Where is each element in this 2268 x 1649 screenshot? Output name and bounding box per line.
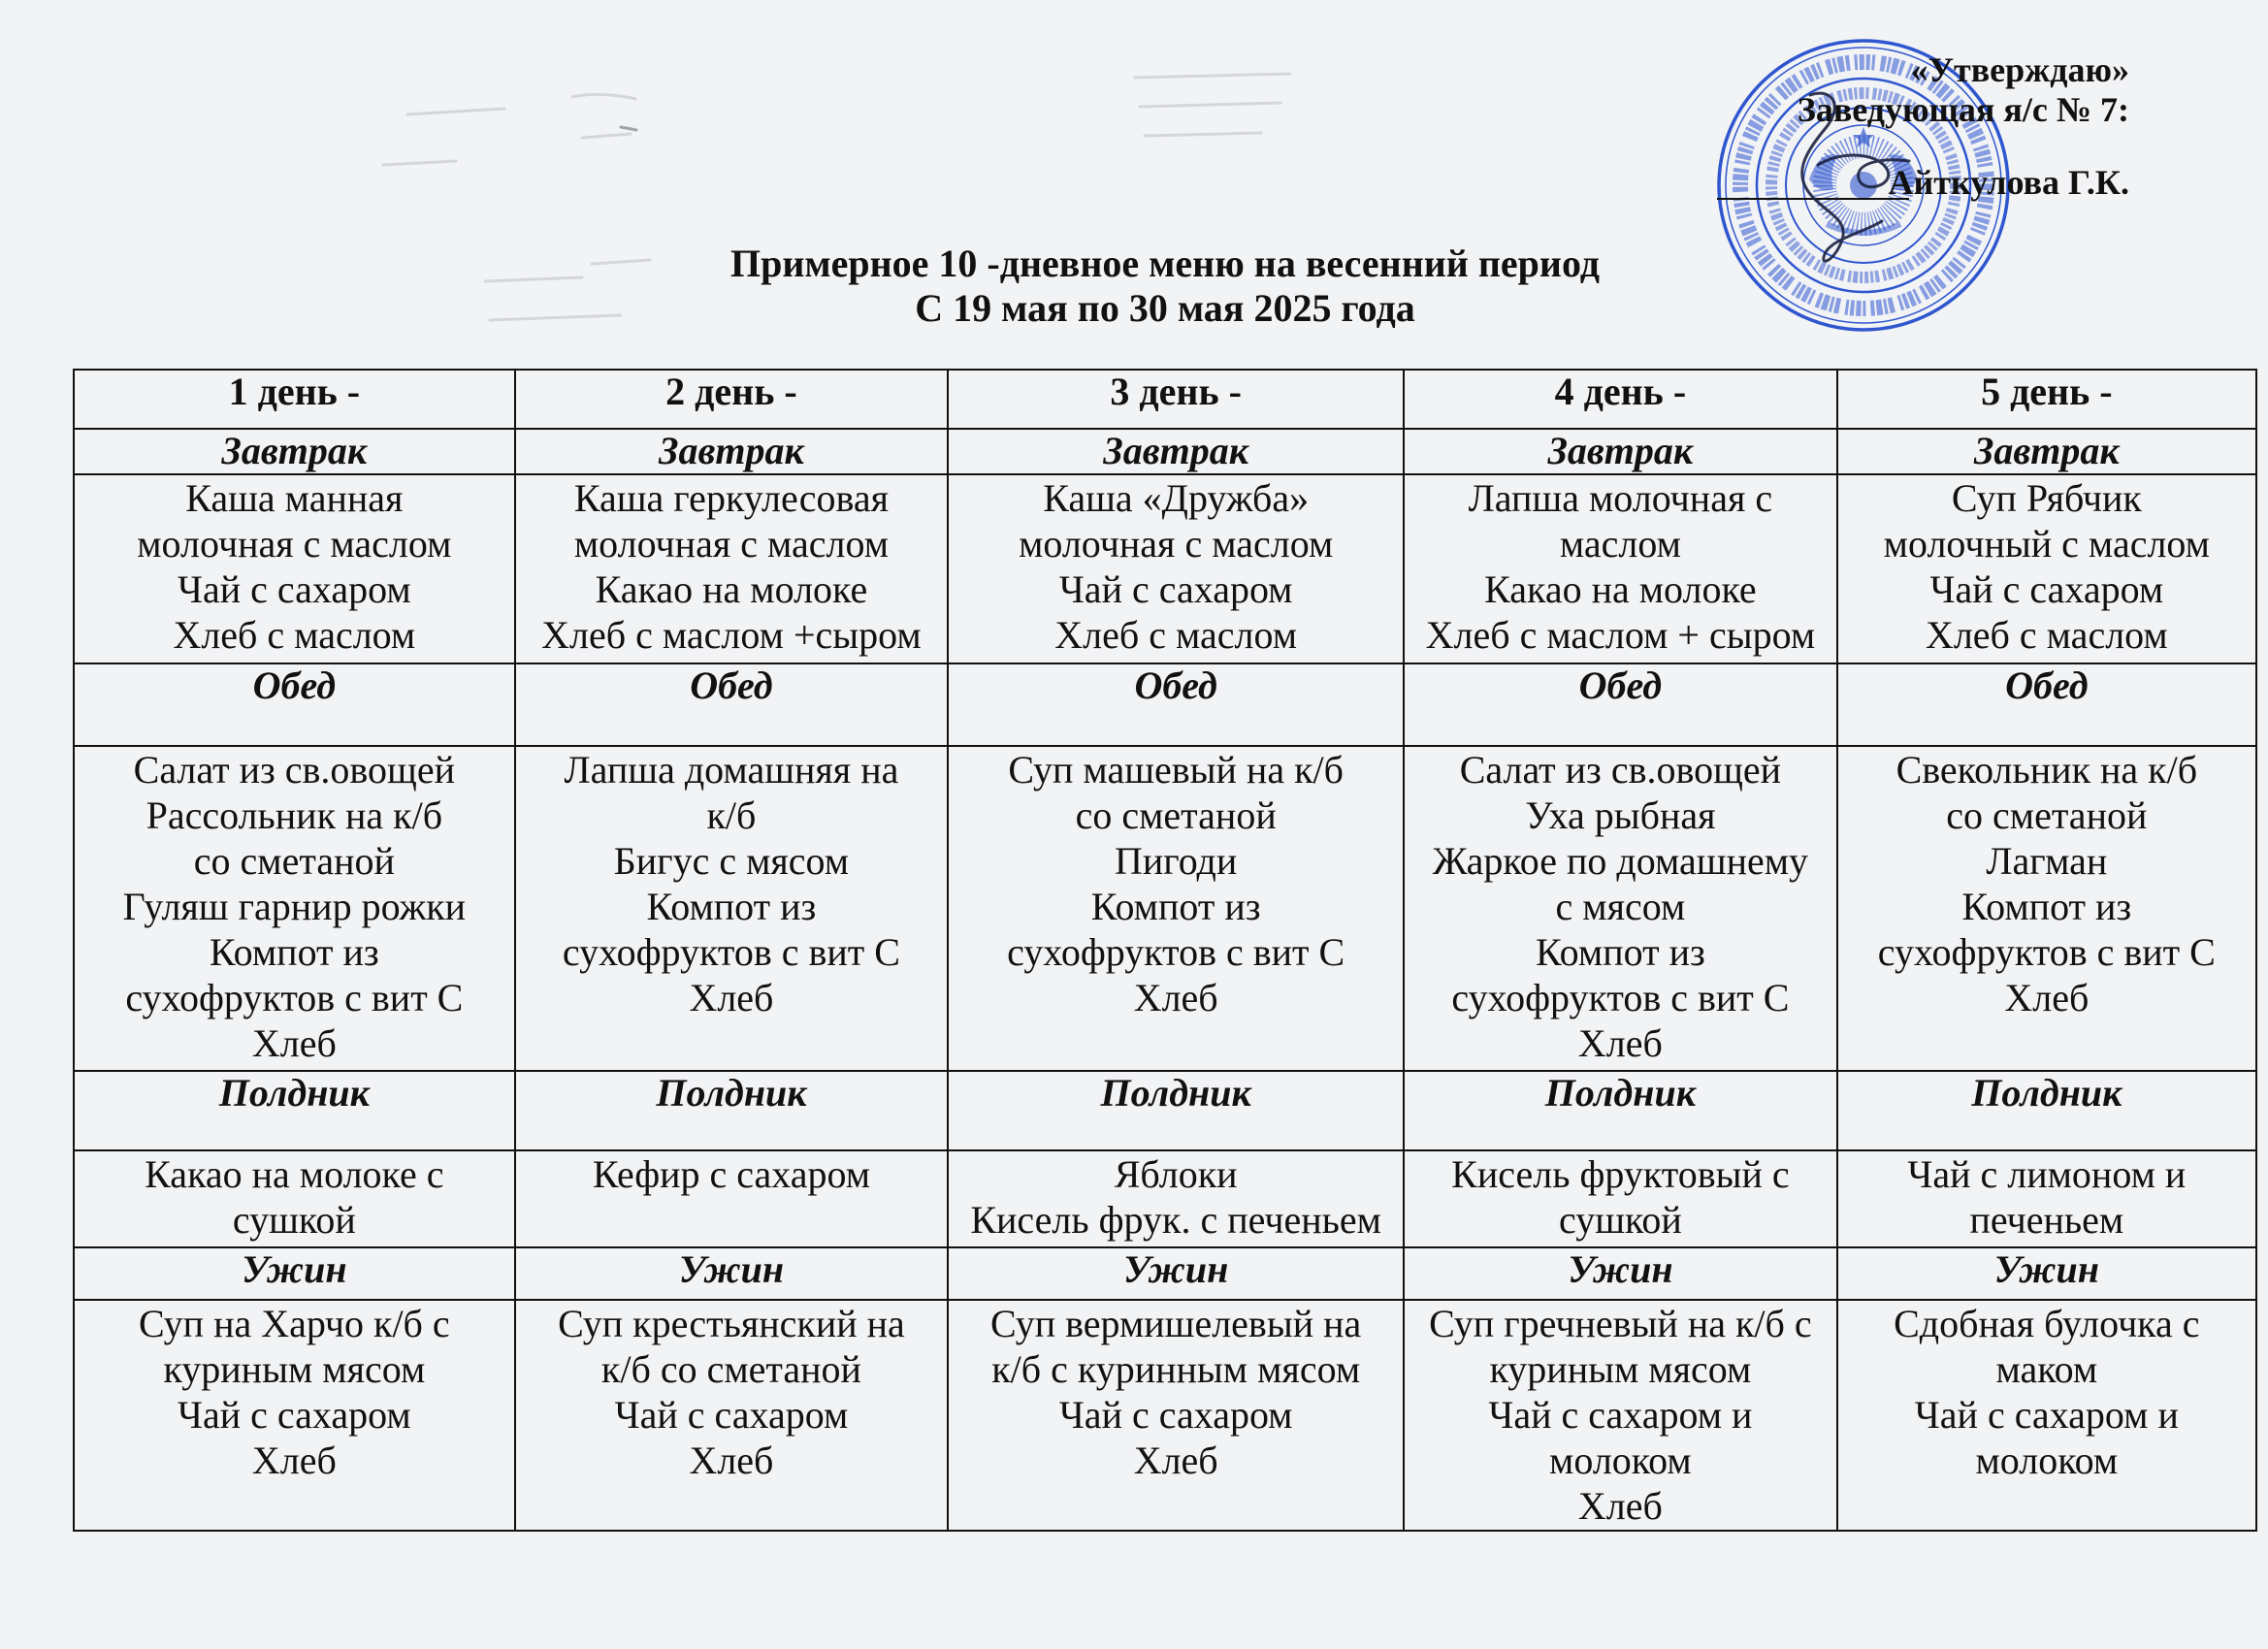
menu-cell-day-4-snack (1404, 1150, 1837, 1247)
menu-cell-day-2-lunch (515, 746, 949, 1071)
menu-item-line: Хлеб с маслом (173, 613, 416, 657)
menu-cell-day-2-snack (515, 1150, 949, 1247)
menu-item-line: Суп гречневый на к/б с (1429, 1302, 1812, 1345)
meal-label-lunch: Обед (74, 663, 515, 746)
menu-cell-day-1-snack (74, 1150, 515, 1247)
meal-items-row-breakfast (74, 474, 2256, 663)
bleed-mark (1145, 133, 1261, 136)
menu-item-line: Суп крестьянский на (558, 1302, 905, 1345)
menu-item-line: Пигоди (1115, 839, 1238, 883)
menu-item-line: Чай с сахаром (1058, 567, 1293, 611)
menu-item-line: молочный с маслом (1883, 522, 2210, 566)
menu-item-line: Каша манная (185, 476, 404, 520)
title-line-1: Примерное 10 -дневное меню на весенний период (729, 242, 1601, 285)
menu-item-line: Хлеб с маслом (1925, 613, 2168, 657)
menu-cell-day-4-breakfast (1404, 474, 1837, 663)
meal-label-breakfast: Завтрак (1404, 429, 1837, 474)
menu-item-line: Хлеб с маслом + сыром (1425, 613, 1816, 657)
day-header-row (74, 370, 2256, 429)
menu-item-line: Хлеб (689, 976, 774, 1019)
menu-item-line: Компот из (209, 930, 379, 974)
bleed-mark (572, 94, 635, 99)
bleed-mark (407, 109, 504, 114)
meal-label-snack: Полдник (74, 1071, 515, 1150)
menu-item-line: Чай с сахаром и (1914, 1393, 2179, 1437)
menu-cell-day-1-dinner (74, 1300, 515, 1531)
meal-label-dinner: Ужин (1404, 1247, 1837, 1300)
meal-items-row-dinner (74, 1300, 2256, 1531)
menu-item-line: со сметаной (1075, 793, 1277, 837)
menu-item-line: к/б с куринным мясом (991, 1347, 1361, 1391)
menu-item-line: Чай с сахаром и (1488, 1393, 1753, 1437)
menu-item-line: Кисель фруктовый с (1451, 1152, 1790, 1196)
menu-item-line: Хлеб с маслом (1054, 613, 1298, 657)
approval-position: Заведующая я/с № 7: (1797, 90, 2129, 129)
menu-item-line: маком (1995, 1347, 2098, 1391)
menu-item-line: Гуляш гарнир рожки (122, 885, 467, 928)
menu-item-line: Рассольник на к/б (146, 793, 443, 837)
menu-item-line: молоком (1975, 1439, 2119, 1482)
menu-item-line: молочная с маслом (1019, 522, 1334, 566)
menu-item-line: Хлеб (251, 1021, 337, 1065)
meal-label-dinner: Ужин (74, 1247, 515, 1300)
menu-cell-day-4-lunch (1404, 746, 1837, 1071)
menu-item-line: Хлеб (2004, 976, 2090, 1019)
menu-item-line: Лапша домашняя на (564, 748, 899, 792)
meal-label-snack: Полдник (1404, 1071, 1837, 1150)
menu-item-line: сухофруктов с вит С (1451, 976, 1790, 1019)
menu-cell-day-1-lunch (74, 746, 515, 1071)
menu-item-line: со сметаной (193, 839, 395, 883)
meal-label-row-lunch (74, 663, 2256, 746)
menu-item-line: Компот из (1535, 930, 1705, 974)
menu-cell-day-5-dinner (1837, 1300, 2256, 1531)
menu-item-line: Чай с сахаром (1929, 567, 2164, 611)
title-line-2: С 19 мая по 30 мая 2025 года (915, 286, 1415, 330)
menu-cell-day-5-breakfast (1837, 474, 2256, 663)
menu-item-line: Каша «Дружба» (1043, 476, 1310, 520)
menu-item-line: Суп машевый на к/б (1008, 748, 1344, 792)
menu-cell-day-3-lunch (948, 746, 1404, 1071)
meal-label-breakfast: Завтрак (74, 429, 515, 474)
menu-cell-day-5-lunch (1837, 746, 2256, 1071)
menu-item-line: Свекольник на к/б (1895, 748, 2198, 792)
meal-label-snack: Полдник (948, 1071, 1404, 1150)
menu-item-line: Хлеб (251, 1439, 337, 1482)
signature-stroke (1818, 155, 1909, 187)
menu-cell-day-2-dinner (515, 1300, 949, 1531)
menu-item-line: Салат из св.овощей (133, 748, 456, 792)
menu-cell-day-4-dinner (1404, 1300, 1837, 1531)
menu-item-line: Каша геркулесовая (573, 476, 890, 520)
menu-item-line: сушкой (1558, 1198, 1682, 1242)
menu-item-line: Бигус с мясом (613, 839, 850, 883)
day-header-4: 4 день - (1404, 370, 1837, 429)
menu-item-line: печеньем (1969, 1198, 2124, 1242)
menu-item-line: Компот из (1961, 885, 2132, 928)
menu-item-line: со сметаной (1946, 793, 2148, 837)
approval-heading: «Утверждаю» (1910, 50, 2129, 89)
menu-item-line: молочная с маслом (137, 522, 452, 566)
menu-item-line: Чай с сахаром (614, 1393, 849, 1437)
approval-name: Айткулова Г.К. (1888, 163, 2129, 202)
bleed-mark (383, 161, 456, 165)
menu-item-line: Хлеб (1133, 1439, 1218, 1482)
menu-item-line: Хлеб (1577, 1021, 1663, 1065)
meal-label-breakfast: Завтрак (1837, 429, 2256, 474)
meal-label-breakfast: Завтрак (948, 429, 1404, 474)
menu-cell-day-5-snack (1837, 1150, 2256, 1247)
meal-items-row-snack (74, 1150, 2256, 1247)
menu-item-line: Суп вермишелевый на (990, 1302, 1362, 1345)
menu-item-line: куриным мясом (163, 1347, 426, 1391)
menu-item-line: Чай с сахаром (177, 1393, 411, 1437)
day-header-5: 5 день - (1837, 370, 2256, 429)
meal-label-dinner: Ужин (515, 1247, 949, 1300)
bleed-mark (582, 134, 631, 138)
menu-item-line: Какао на молоке (595, 567, 868, 611)
menu-item-line: Хлеб с маслом +сыром (541, 613, 922, 657)
menu-item-line: к/б (706, 793, 757, 837)
menu-cell-day-3-dinner (948, 1300, 1404, 1531)
menu-item-line: молочная с маслом (573, 522, 890, 566)
menu-item-line: Яблоки (1114, 1152, 1238, 1196)
bleed-mark (621, 127, 636, 130)
meal-label-snack: Полдник (515, 1071, 949, 1150)
menu-item-line: с мясом (1555, 885, 1686, 928)
meal-label-lunch: Обед (948, 663, 1404, 746)
menu-item-line: Лапша молочная с (1468, 476, 1773, 520)
menu-item-line: Жаркое по домашнему (1432, 839, 1809, 883)
menu-item-line: Суп Рябчик (1951, 476, 2142, 520)
menu-item-line: Хлеб (1133, 976, 1218, 1019)
day-header-1: 1 день - (74, 370, 515, 429)
menu-item-line: Чай с сахаром (177, 567, 411, 611)
menu-item-line: Сдобная булочка с (1894, 1302, 2200, 1345)
menu-item-line: маслом (1559, 522, 1681, 566)
meal-label-snack: Полдник (1837, 1071, 2256, 1150)
menu-item-line: молоком (1549, 1439, 1692, 1482)
meal-label-lunch: Обед (515, 663, 949, 746)
meal-items-row-lunch (74, 746, 2256, 1071)
day-header-2: 2 день - (515, 370, 949, 429)
menu-cell-day-3-breakfast (948, 474, 1404, 663)
menu-item-line: Кисель фрук. с печеньем (970, 1198, 1381, 1242)
menu-item-line: Чай с сахаром (1058, 1393, 1293, 1437)
menu-item-line: Чай с лимоном и (1907, 1152, 2187, 1196)
menu-item-line: Кефир с сахаром (592, 1152, 871, 1196)
bleed-mark (1135, 74, 1290, 78)
menu-item-line: сухофруктов с вит С (125, 976, 464, 1019)
meal-label-breakfast: Завтрак (515, 429, 949, 474)
bleed-mark (1140, 103, 1280, 107)
menu-item-line: Салат из св.овощей (1459, 748, 1782, 792)
meal-label-dinner: Ужин (1837, 1247, 2256, 1300)
meal-label-row-snack (74, 1071, 2256, 1150)
menu-item-line: Какао на молоке с (145, 1152, 444, 1196)
signature-stroke (1802, 93, 1882, 261)
menu-item-line: сухофруктов с вит С (1877, 930, 2216, 974)
meal-label-row-dinner (74, 1247, 2256, 1300)
meal-label-lunch: Обед (1837, 663, 2256, 746)
menu-item-line: куриным мясом (1489, 1347, 1752, 1391)
menu-item-line: Компот из (646, 885, 817, 928)
meal-label-row-breakfast (74, 429, 2256, 474)
menu-item-line: Какао на молоке (1484, 567, 1757, 611)
menu-cell-day-2-breakfast (515, 474, 949, 663)
menu-item-line: сухофруктов с вит С (562, 930, 900, 974)
signature (1717, 48, 1969, 301)
menu-item-line: Компот из (1090, 885, 1261, 928)
menu-item-line: Хлеб (1577, 1484, 1663, 1528)
menu-item-line: сухофруктов с вит С (1007, 930, 1345, 974)
menu-item-line: Суп на Харчо к/б с (139, 1302, 450, 1345)
menu-item-line: сушкой (232, 1198, 356, 1242)
menu-item-line: Лагман (1986, 839, 2108, 883)
menu-cell-day-3-snack (948, 1150, 1404, 1247)
day-header-3: 3 день - (948, 370, 1404, 429)
menu-table (73, 369, 2257, 1532)
menu-cell-day-1-breakfast (74, 474, 515, 663)
menu-item-line: Хлеб (689, 1439, 774, 1482)
menu-item-line: к/б со сметаной (600, 1347, 861, 1391)
menu-item-line: Уха рыбная (1525, 793, 1716, 837)
meal-label-lunch: Обед (1404, 663, 1837, 746)
meal-label-dinner: Ужин (948, 1247, 1404, 1300)
